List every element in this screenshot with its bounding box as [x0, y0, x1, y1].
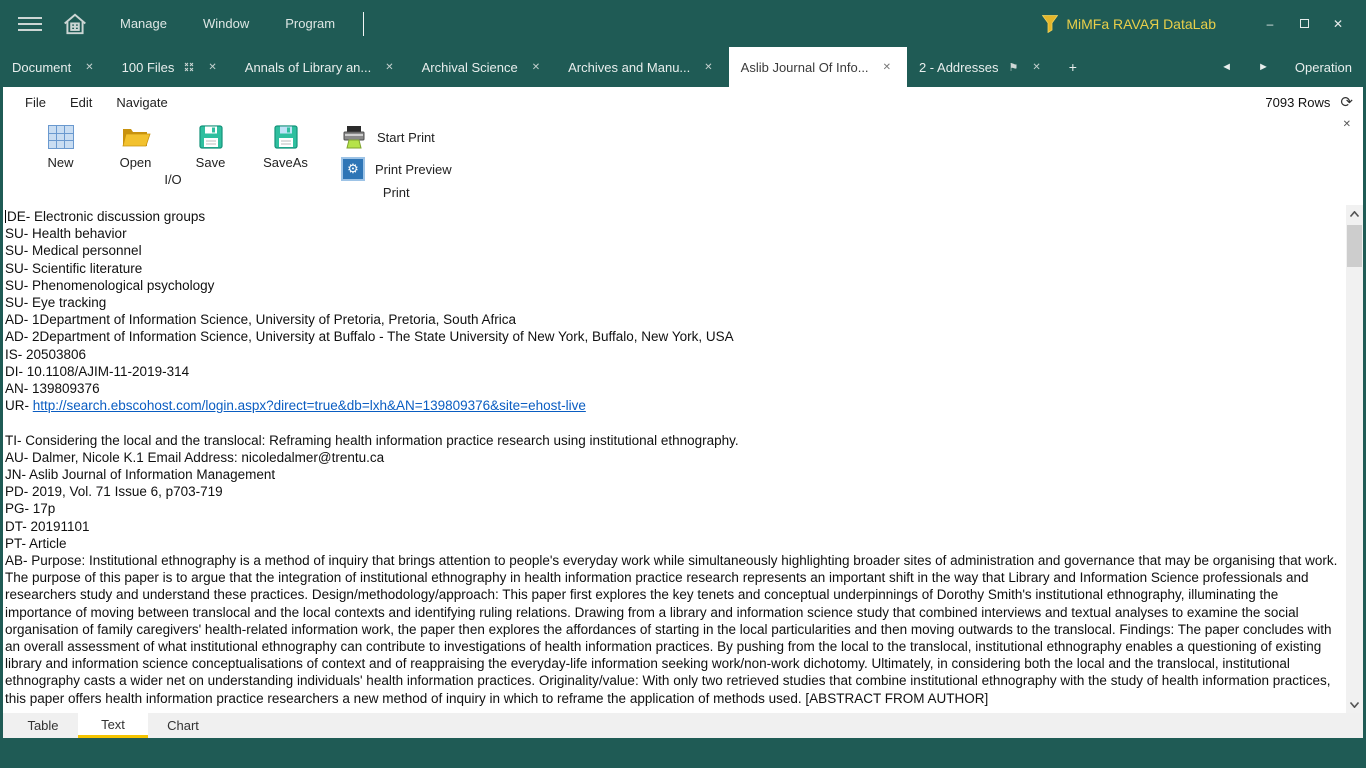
tab-close-icon[interactable]: ✕: [882, 61, 891, 73]
tab-scroll-left-icon[interactable]: ◄: [1221, 61, 1233, 73]
flag-icon[interactable]: ⚑: [1008, 61, 1019, 74]
record-url-link[interactable]: http://search.ebscohost.com/login.aspx?direct=true&db=lxh&AN=139809376&site=ehost-live: [32, 398, 586, 414]
print-group-label: Print: [382, 185, 410, 200]
tab-100-files[interactable]: 100 Files ✕: [110, 47, 233, 87]
save-button[interactable]: Save: [173, 117, 248, 170]
vertical-scrollbar[interactable]: [1346, 205, 1363, 713]
new-grid-icon: [48, 125, 74, 149]
record-line: AN- 139809376: [5, 381, 100, 397]
floppy-icon: [199, 125, 223, 149]
record-line: PG- 17p: [5, 501, 56, 517]
operation-menu[interactable]: Operation: [1294, 59, 1352, 75]
tab-annals-of-library[interactable]: Annals of Library an... ✕: [233, 47, 410, 87]
print-group: [341, 117, 452, 205]
tab-close-icon[interactable]: ✕: [704, 61, 713, 73]
record-line: SU- Health behavior: [5, 226, 127, 242]
record-line-url: UR- http://search.ebscohost.com/login.aspx?direct=true&db=lxh&AN=139809376&site=ehost-live: [5, 398, 586, 414]
record-line: SU- Medical personnel: [5, 243, 142, 259]
open-button[interactable]: Open: [98, 117, 173, 170]
files-badge-icon: [184, 62, 194, 73]
view-tab-bar: [3, 713, 1363, 738]
tab-archives-and-manu[interactable]: Archives and Manu... ✕: [556, 47, 729, 87]
record-line: SU- Eye tracking: [5, 295, 107, 311]
floppy-as-icon: [274, 125, 298, 149]
tab-2-addresses[interactable]: 2 - Addresses ⚑ ✕: [907, 47, 1057, 87]
tab-close-icon[interactable]: ✕: [531, 61, 541, 73]
text-caret: [5, 210, 6, 223]
print-preview-button[interactable]: ⚙ Print Preview: [341, 155, 452, 183]
tab-table-view[interactable]: Table: [27, 718, 59, 733]
folder-icon: [121, 125, 151, 149]
text-cursor: [363, 12, 364, 36]
main-panel: [3, 87, 1363, 738]
row-count-label: 7093 Rows: [1265, 94, 1331, 110]
refresh-icon[interactable]: ⟳: [1340, 94, 1353, 111]
record-line: PD- 2019, Vol. 71 Issue 6, p703-719: [5, 484, 223, 500]
new-button[interactable]: New: [23, 117, 98, 170]
io-group-label: I/O: [164, 172, 182, 187]
funnel-icon: [1042, 15, 1058, 33]
record-line: SU- Scientific literature: [5, 260, 143, 276]
tab-close-icon[interactable]: ✕: [1032, 61, 1041, 73]
print-preview-gear-icon: ⚙: [341, 157, 365, 181]
menu-file[interactable]: File: [25, 94, 46, 110]
save-as-button[interactable]: SaveAs: [248, 117, 323, 170]
text-view[interactable]: [3, 205, 1363, 713]
record-line: DE- Electronic discussion groups: [7, 209, 206, 224]
document-tab-bar: [0, 47, 1366, 87]
tab-archival-science[interactable]: Archival Science ✕: [410, 47, 557, 87]
scroll-down-icon[interactable]: [1346, 696, 1363, 713]
record-line: AD- 1Department of Information Science, University of Pretoria, Pretoria, South Africa: [5, 312, 516, 328]
printer-icon: [341, 124, 367, 150]
tab-text-view-active[interactable]: Text: [78, 713, 148, 738]
tab-close-icon[interactable]: ✕: [385, 61, 394, 73]
menu-navigate[interactable]: Navigate: [116, 94, 168, 110]
scrollbar-thumb[interactable]: [1347, 225, 1362, 267]
record-line: IS- 20503806: [5, 346, 87, 362]
io-group: [23, 117, 323, 205]
record-line: AD- 2Department of Information Science, University at Buffalo - The State University of New York, Buffalo, New York, USA: [5, 329, 734, 345]
menu-program[interactable]: Program: [285, 16, 336, 31]
record-line: DI- 10.1108/AJIM-11-2019-314: [5, 363, 190, 379]
blank-line: [5, 414, 1343, 431]
maximize-button[interactable]: [1290, 13, 1318, 35]
record-line: SU- Phenomenological psychology: [5, 277, 215, 293]
home-icon[interactable]: [60, 9, 90, 39]
window-bottom-edge: [0, 738, 1366, 768]
tab-close-icon[interactable]: ✕: [85, 61, 94, 73]
tab-close-icon[interactable]: ✕: [208, 61, 217, 73]
close-button[interactable]: ✕: [1332, 16, 1344, 31]
record-line: AU- Dalmer, Nicole K.1 Email Address: nicoledalmer@trentu.ca: [5, 449, 385, 465]
tab-aslib-journal-active[interactable]: Aslib Journal Of Info... ✕: [729, 47, 907, 87]
record-line: PT- Article: [5, 535, 67, 551]
record-line: JN- Aslib Journal of Information Management: [5, 467, 276, 483]
hamburger-menu-icon[interactable]: [18, 13, 42, 35]
start-print-button[interactable]: Start Print: [341, 123, 452, 151]
app-title: MiMFa RAVAЯ DataLab: [1042, 15, 1216, 33]
tab-scroll-right-icon[interactable]: ►: [1258, 61, 1269, 73]
minimize-button[interactable]: –: [1266, 16, 1274, 31]
toolbar-close-icon[interactable]: ✕: [1342, 119, 1351, 130]
toolbar: [3, 117, 1363, 205]
scroll-up-icon[interactable]: [1346, 205, 1363, 222]
record-line: DT- 20191101: [5, 518, 90, 534]
tab-chart-view[interactable]: Chart: [167, 718, 199, 733]
add-tab-button[interactable]: +: [1068, 59, 1077, 75]
title-bar: [0, 0, 1366, 47]
record-line: TI- Considering the local and the translocal: Reframing health information practice research using institutional ethnography.: [5, 432, 739, 448]
menu-edit[interactable]: Edit: [69, 94, 93, 110]
abstract-paragraph: AB- Purpose: Institutional ethnography is a method of inquiry that brings attention to people's everyday work while simultaneously highlighting broader sites of administration and governance that may be organising that work. The purpose of this paper is to argue that the integration of institutional ethnography in health information practice research represents an important shift in the way that Library and Information Science professionals and researchers study and understand these practices. Design/methodology/approach: This paper first explores the key tenets and conceptual underpinnings of Dorothy Smith's institutional ethnography, illuminating the importance of moving between translocal and the local contexts and identifying ruling relations. Drawing from a library and information science study that combined interviews and textual analyses to examine the social organisation of family caregivers' health-related information work, the paper then explores the affordances of starting in the local particularities and then moving outwards to the translocal. Findings: The paper concludes with an overall assessment of what institutional ethnography can contribute to investigations of health information practices. By pushing from the local to the translocal, institutional ethnography enables a questioning of existing library and information science conceptualisations of context and of reappraising the everyday-life information seeking work/non-work dichotomy. Ultimately, in considering both the local and the translocal, institutional ethnography casts a wider net on understanding individuals' health information practices. Originality/value: With only two retrieved studies that combine institutional ethnography with the study of health information practices, this paper offers health information practice researchers a new method of inquiry in which to reframe the application of methods used. [ABSTRACT FROM AUTHOR]: [5, 553, 1338, 706]
tab-document[interactable]: Document ✕: [0, 47, 110, 87]
menu-manage[interactable]: Manage: [120, 16, 167, 31]
maximize-icon: [1300, 19, 1309, 28]
menu-window[interactable]: Window: [202, 16, 250, 31]
menu-bar: [3, 87, 1363, 117]
